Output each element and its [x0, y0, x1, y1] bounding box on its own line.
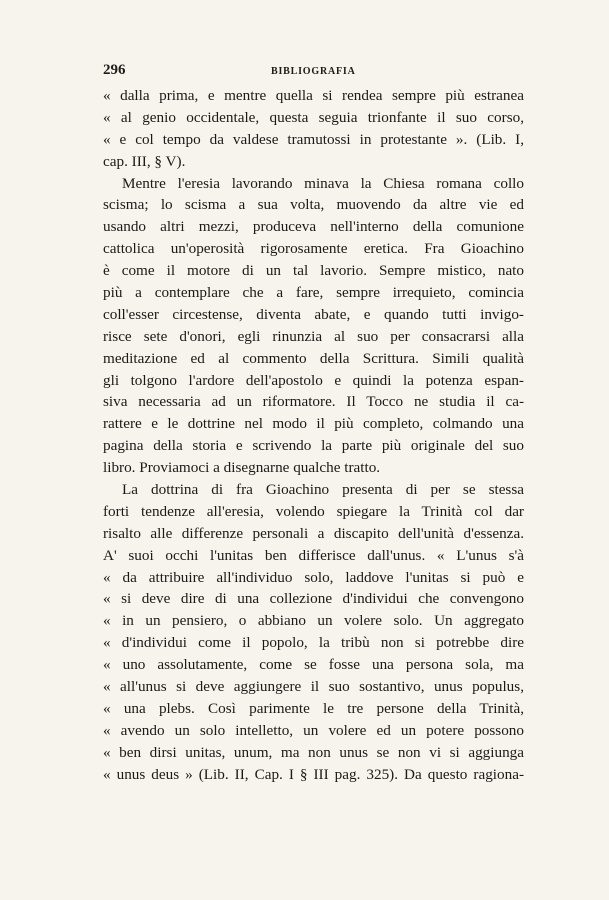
text-line: La dottrina di fra Gioachino presenta di per se stessa [122, 481, 524, 499]
text-line: « all'unus si deve aggiungere il suo sostantivo, unus populus, [103, 678, 524, 696]
text-line: libro. Proviamoci a disegnarne qualche tratto. [103, 459, 381, 477]
running-head: BIBLIOGRAFIA [271, 66, 356, 77]
body-text [103, 85, 524, 786]
text-line: « dalla prima, e mentre quella si rendea sempre più estranea [103, 87, 524, 104]
text-line: risce sete d'onori, egli rinunzia al suo per consacrarsi alla [103, 327, 524, 345]
text-line: « unus deus » (Lib. II, Cap. I § III pag. 325). Da questo ragiona- [103, 765, 524, 783]
text-line: « in un pensiero, o abbiano un volere solo. Un aggregato [103, 612, 524, 630]
text-line: meditazione ed al commento della Scrittura. Simili qualità [103, 349, 524, 367]
text-line: « avendo un solo intelletto, un volere ed un potere possono [103, 721, 524, 739]
text-line: « ben dirsi unitas, unum, ma non unus se non vi si aggiunga [103, 743, 524, 761]
text-line: pagina della storia e scrivendo la parte più originale del suo [103, 437, 524, 455]
text-line: « e col tempo da valdese tramutossi in protestante ». (Lib. I, [103, 130, 524, 148]
text-line: siva necessaria ad un riformatore. Il Tocco ne studia il ca- [103, 393, 524, 411]
text-line: forti tendenze all'eresia, volendo spiegare la Trinità col dar [103, 502, 524, 520]
text-line: è come il motore di un tal lavorio. Sempre mistico, nato [103, 262, 524, 280]
page-header [103, 62, 524, 82]
text-line: « da attribuire all'individuo solo, laddove l'unitas si può e [103, 568, 524, 586]
text-line: gli tolgono l'ardore dell'apostolo e quindi la potenza espan- [103, 371, 524, 389]
text-line: rattere e le dottrine nel modo il più completo, colmando una [103, 415, 524, 433]
text-line: « d'individui come il popolo, la tribù non si potrebbe dire [103, 634, 524, 652]
text-line: scisma; lo scisma a sua volta, muovendo da altre vie ed [103, 196, 524, 214]
text-line: « si deve dire di una collezione d'individui che convengono [103, 590, 524, 608]
text-line: più a contemplare che a fare, sempre irrequieto, comincia [103, 284, 524, 302]
text-line: « uno assolutamente, come se fosse una persona sola, ma [103, 656, 524, 674]
page-number: 296 [103, 62, 126, 78]
text-line: risalto alle differenze personali a discapito dell'unità d'essenza. [103, 524, 524, 542]
text-line: coll'esser circestense, diventa abate, e quando tutti invigo- [103, 305, 524, 323]
text-line: Mentre l'eresia lavorando minava la Chiesa romana collo [122, 174, 524, 192]
text-line: A' suoi occhi l'unitas ben differisce dall'unus. « L'unus s'à [103, 546, 524, 564]
text-line: cattolica un'operosità rigorosamente eretica. Fra Gioachino [103, 240, 524, 258]
text-line: « una plebs. Così parimente le tre persone della Trinità, [103, 699, 524, 717]
text-line: « al genio occidentale, questa seguia trionfante il suo corso, [103, 108, 524, 126]
text-line: usando altri mezzi, produceva nell'interno della comunione [103, 218, 524, 236]
text-line: cap. III, § V). [103, 152, 186, 170]
